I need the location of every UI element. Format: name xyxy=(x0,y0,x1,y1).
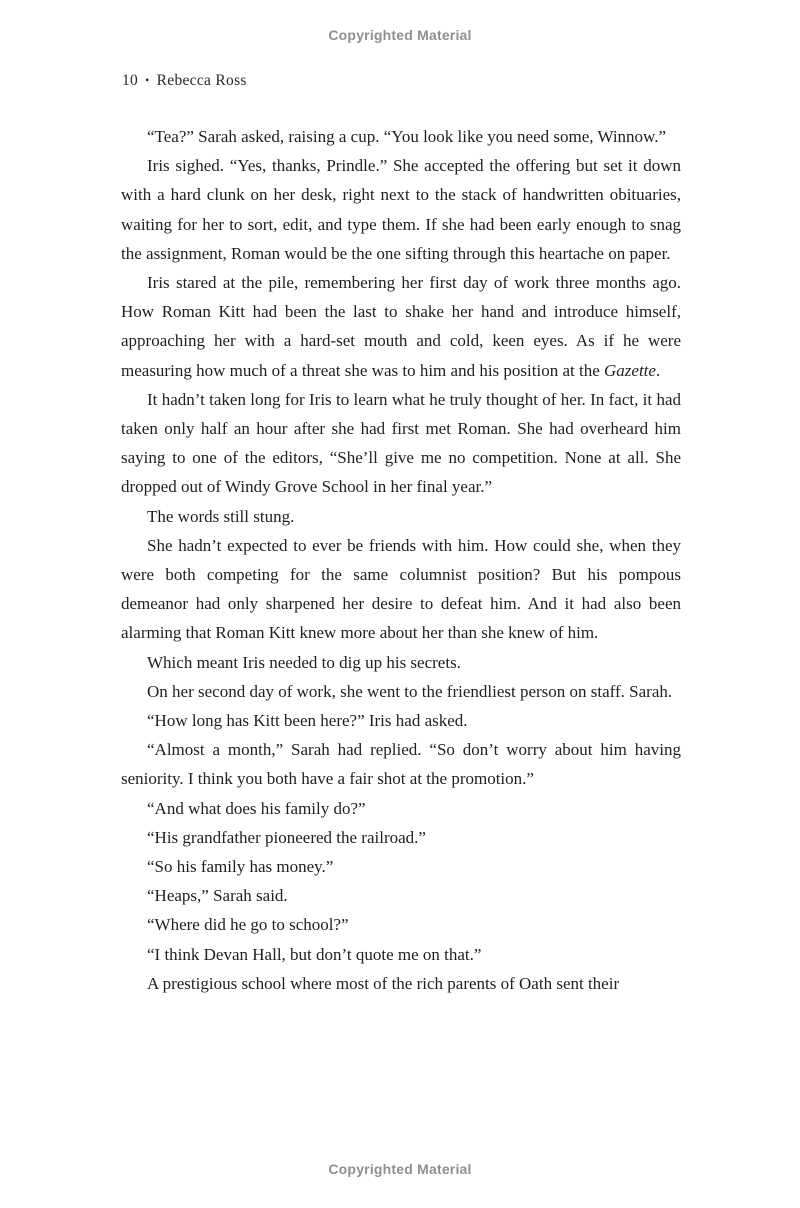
paragraph xyxy=(121,268,681,385)
author-name: Rebecca Ross xyxy=(156,72,247,89)
italic-text-run: Gazette xyxy=(604,360,656,380)
running-header xyxy=(122,72,247,90)
paragraph xyxy=(121,852,681,881)
text-run: “Heaps,” Sarah said. xyxy=(147,886,288,906)
text-run: Iris stared at the pile, remembering her first day of work three months ago. How Roman Kitt had been the last to shake her hand and introduce himself, approaching her with a hard-set mouth and cold, keen eyes. As if he were measuring how much of a threat she was to him and his position at the xyxy=(121,273,681,380)
page-body xyxy=(121,122,681,998)
paragraph xyxy=(121,502,681,531)
paragraph xyxy=(121,940,681,969)
paragraph xyxy=(121,385,681,502)
text-run: It hadn’t taken long for Iris to learn what he truly thought of her. In fact, it had taken only half an hour after she had first met Roman. She had overheard him saying to one of the editors, “She’ll give me no competition. None at all. She dropped out of Windy Grove School in her final year.” xyxy=(121,389,681,497)
text-run: “His grandfather pioneered the railroad.” xyxy=(147,827,426,847)
paragraph xyxy=(121,122,681,151)
text-run: Iris sighed. “Yes, thanks, Prindle.” She accepted the offering but set it down with a hard clunk on her desk, right next to the stack of handwritten obituaries, waiting for her to sort, edit, and type them. If she had been early enough to snag the assignment, Roman would be the one sifting through this heartache on paper. xyxy=(121,156,681,263)
paragraph xyxy=(121,151,681,268)
copyright-notice-bottom: Copyrighted Material xyxy=(328,1161,472,1177)
text-run: A prestigious school where most of the rich parents of Oath sent their xyxy=(147,973,620,993)
text-run: “Where did he go to school?” xyxy=(147,915,349,935)
text-run: “Almost a month,” Sarah had replied. “So don’t worry about him having seniority. I think you both have a fair shot at the promotion.” xyxy=(121,740,681,789)
paragraph xyxy=(121,794,681,823)
text-run: “I think Devan Hall, but don’t quote me on that.” xyxy=(147,944,482,964)
text-run: Which meant Iris needed to dig up his secrets. xyxy=(147,652,461,672)
paragraph xyxy=(121,531,681,648)
paragraph xyxy=(121,910,681,939)
text-run: . xyxy=(655,360,661,380)
paragraph xyxy=(121,648,681,677)
text-run: “Tea?” Sarah asked, raising a cup. “You look like you need some, Winnow.” xyxy=(147,127,667,146)
copyright-notice-top: Copyrighted Material xyxy=(328,27,472,43)
text-run: “So his family has money.” xyxy=(147,857,334,877)
paragraph xyxy=(121,969,681,998)
paragraph xyxy=(121,706,681,735)
text-run: “And what does his family do?” xyxy=(147,798,366,818)
paragraph xyxy=(121,677,681,706)
paragraph xyxy=(121,735,681,793)
page-number: 10 xyxy=(122,72,139,89)
paragraph xyxy=(121,881,681,910)
text-run: “How long has Kitt been here?” Iris had asked. xyxy=(147,711,468,731)
text-run: The words still stung. xyxy=(147,506,295,526)
text-run: She hadn’t expected to ever be friends with him. How could she, when they were both competing for the same columnist position? But his pompous demeanor had only sharpened her desire to defeat him. And it had also been alarming that Roman Kitt knew more about her than she knew of him. xyxy=(121,535,681,643)
paragraph xyxy=(121,823,681,852)
header-separator: • xyxy=(145,73,150,87)
text-run: On her second day of work, she went to the friendliest person on staff. Sarah. xyxy=(147,681,673,701)
